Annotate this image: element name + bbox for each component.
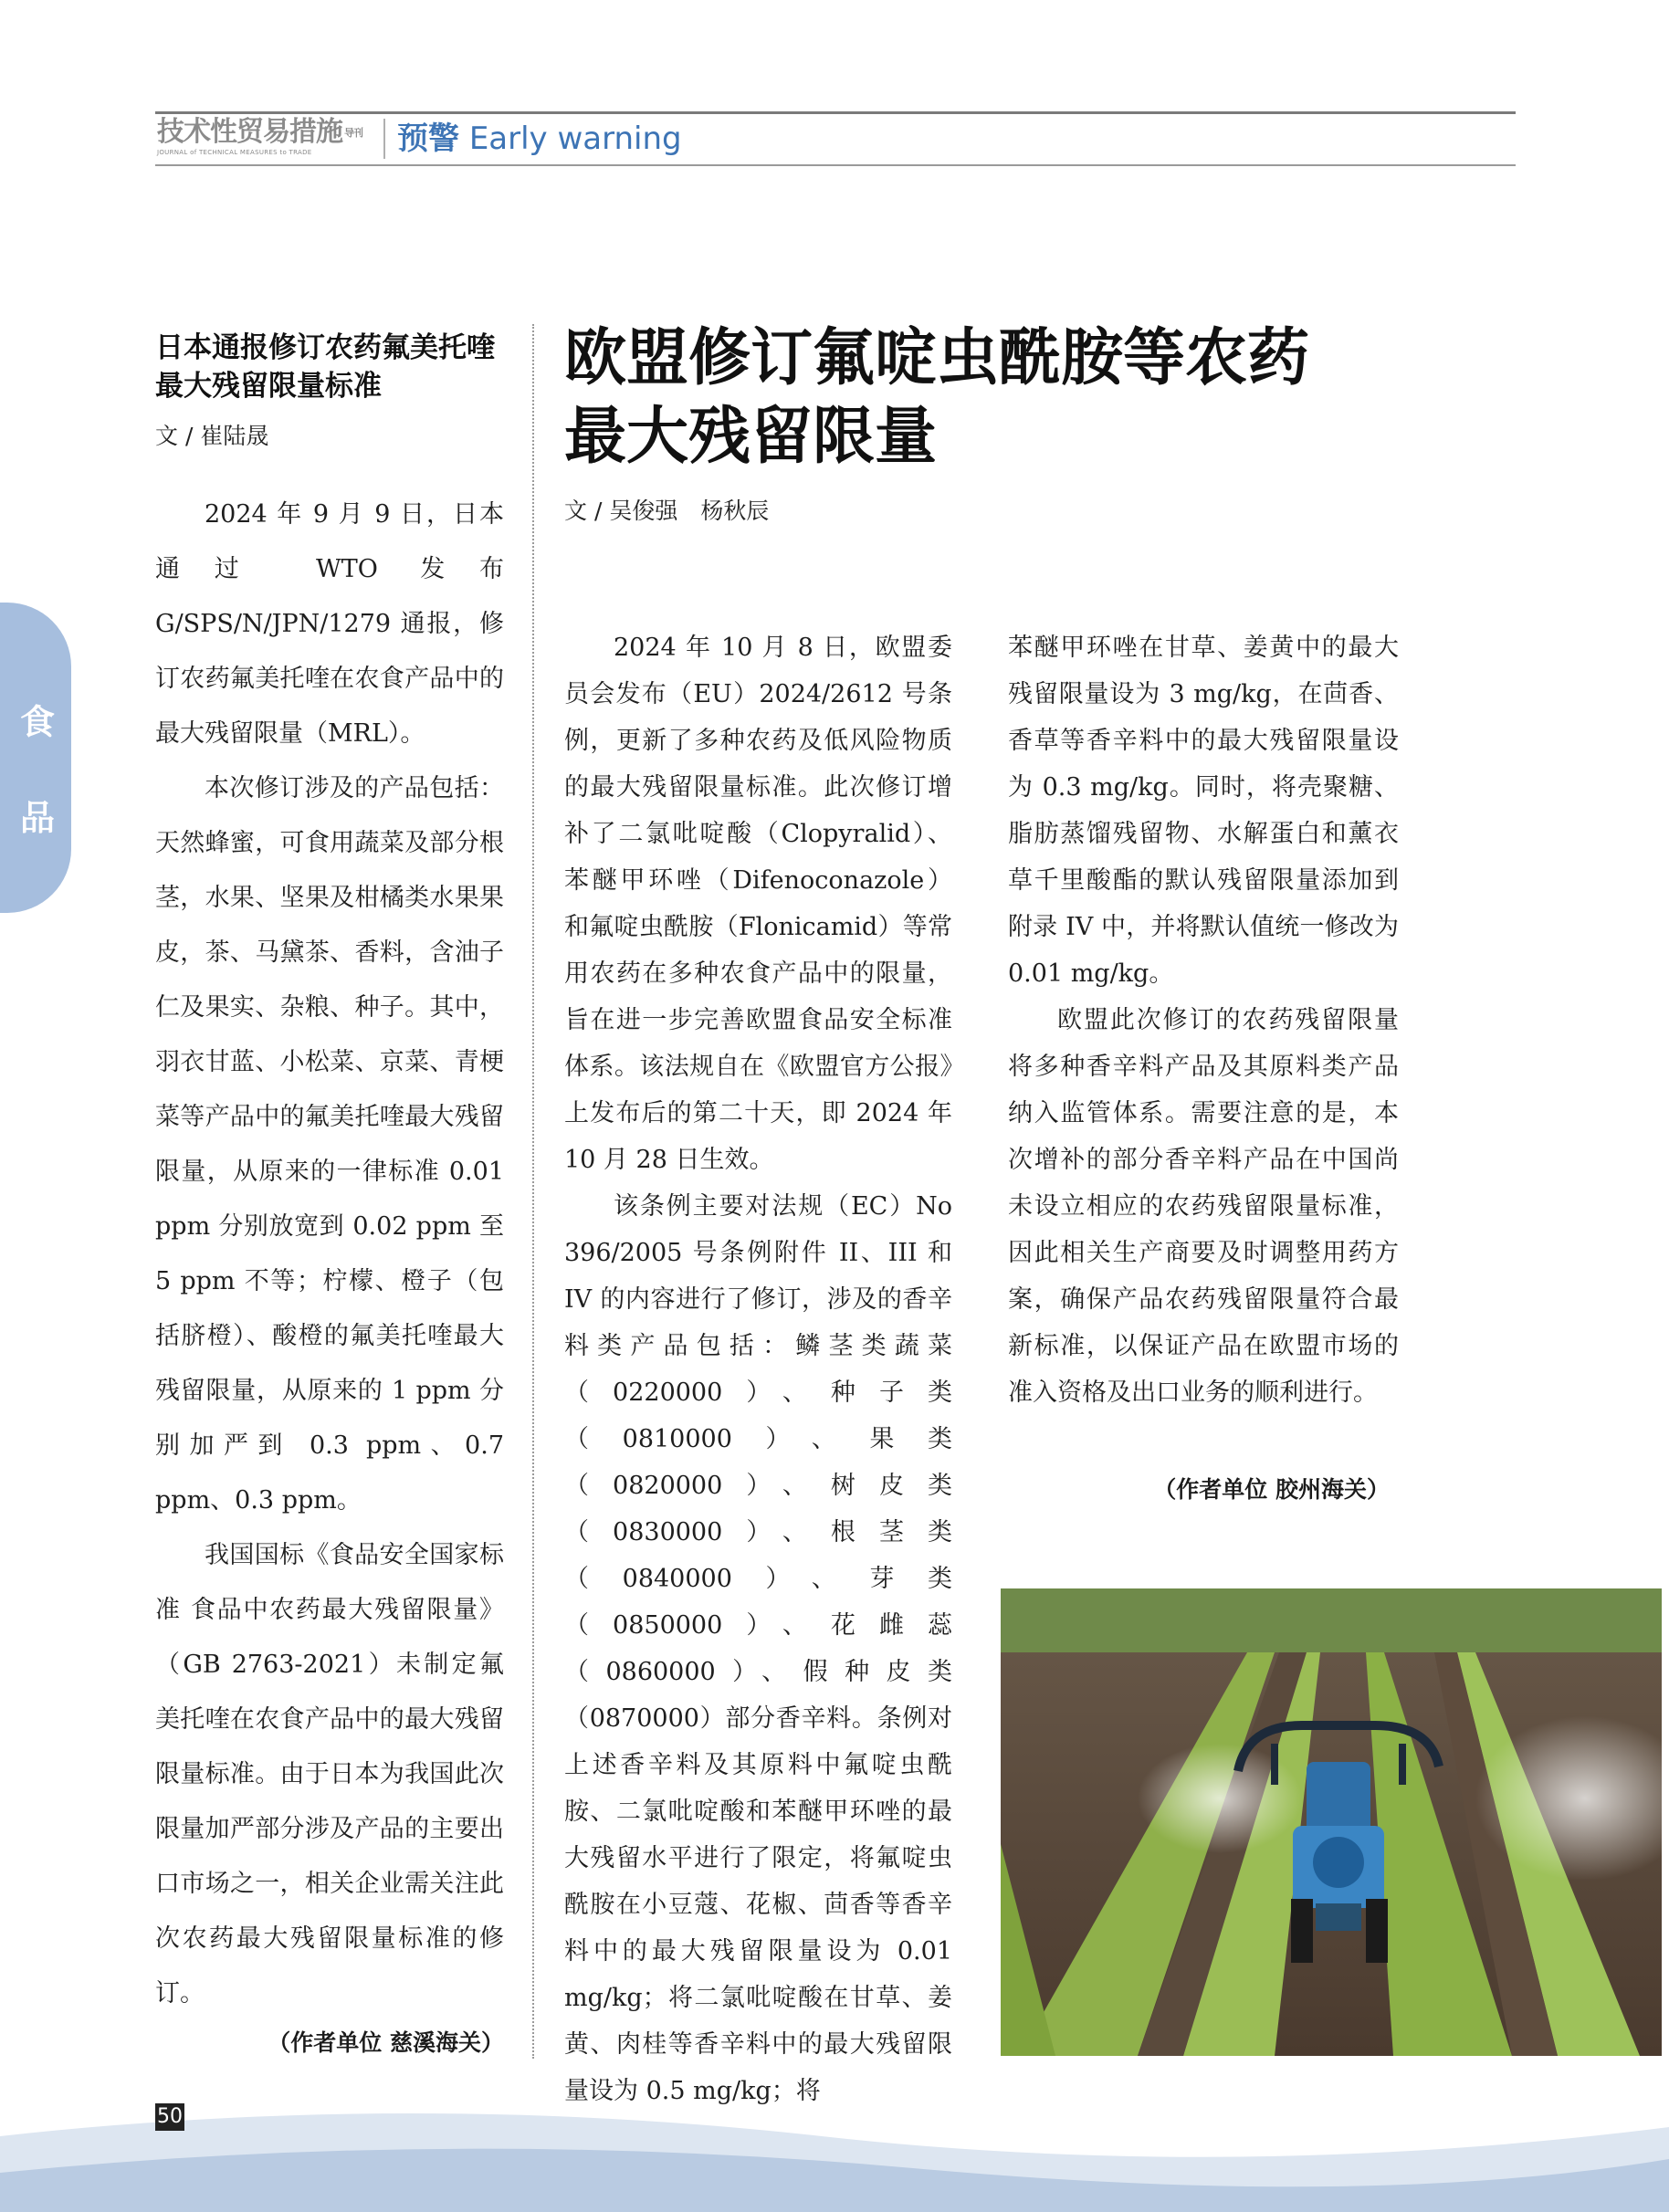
main-title-line-1: 欧盟修订氟啶虫酰胺等农药 [564,322,1310,394]
column-divider [532,324,534,2059]
category-side-tab [0,603,71,913]
main-article-column-2 [1008,624,1399,1416]
left-paragraph-2: 本次修订涉及的产品包括：天然蜂蜜，可食用蔬菜及部分根茎，水果、坚果及柑橘类水果果皮，茶、马黛茶、香料，含油子仁及果实、杂粮、种子。其中，羽衣甘蓝、小松菜、京菜、青梗菜等产品中的氟美托喹最大残留限量，从原来的一律标准 0.01 ppm 分别放宽到 0.02 ppm 至 5 ppm 不等；柠檬、橙子（包括脐橙）、酸橙的氟美托喹最大残留限量，从原来的 1 ppm 分别加严到 0.3 ppm、0.7 ppm、0.3 ppm。 [155,774,504,1515]
main-paragraph-2-continued: 苯醚甲环唑在甘草、姜黄中的最大残留限量设为 3 mg/kg，在茴香、香草等香辛料中的最大残留限量设为 0.3 mg/kg。同时，将壳聚糖、脂肪蒸馏残留物、水解蛋白和薰衣草千里酸酯的默认残留限量添加到附录 IV 中，并将默认值统一修改为 0.01 mg/kg。 [1008,634,1399,988]
left-paragraph-1: 2024 年 9 月 9 日，日本通过 WTO 发布 G/SPS/N/JPN/1279 通报，修订农药氟美托喹在农食产品中的最大残留限量（MRL）。 [155,500,504,748]
header-rule-top [155,111,1516,114]
side-tab-char-1: 食 [19,702,55,742]
vineyard-sprayer-photo [1001,1588,1662,2056]
left-article-byline: 文 / 崔陆晟 [155,423,269,449]
section-heading-en: Early warning [468,121,682,157]
left-author-unit: （作者单位 慈溪海关） [268,2029,504,2056]
section-heading [397,119,682,159]
main-paragraph-3: 欧盟此次修订的农药残留限量将多种香辛料产品及其原料类产品纳入监管体系。需要注意的是，本次增补的部分香辛料产品在中国尚未设立相应的农药残留限量标准，因此相关生产商要及时调整用药方案，确保产品农药残留限量符合最新标准，以保证产品在欧盟市场的准入资格及出口业务的顺利进行。 [1008,1006,1399,1407]
journal-badge: 导刊 [344,126,362,139]
header-separator [383,119,385,159]
main-article-title [564,320,1532,477]
main-paragraph-1: 2024 年 10 月 8 日，欧盟委员会发布（EU）2024/2612 号条例，更新了多种农药及低风险物质的最大残留限量标准。此次修订增补了二氯吡啶酸（Clopyralid）、苯醚甲环唑（Difenoconazole）和氟啶虫酰胺（Flonicamid）等常用农药在多种农食产品中的限量，旨在进一步完善欧盟食品安全标准体系。该法规自在《欧盟官方公报》上发布后的第二十天，即 2024 年 10 月 28 日生效。 [564,634,952,1174]
left-article-title: 日本通报修订农药氟美托喹最大残留限量标准 [155,331,495,403]
journal-name: 技术性贸易措施 [157,116,342,148]
journal-english-name: JOURNAL of TECHNICAL MEASURES to TRADE [157,148,312,156]
side-tab-char-2: 品 [19,798,55,838]
main-author-unit: （作者单位 胶州海关） [1153,1476,1390,1503]
footer-wave-decoration [0,2072,1669,2212]
header-rule-bottom [155,164,1516,166]
section-heading-zh: 预警 [397,121,459,157]
main-article-byline: 文 / 吴俊强 杨秋辰 [564,498,770,524]
page-number: 50 [155,2103,184,2131]
main-title-line-2: 最大残留限量 [564,401,938,473]
journal-logo [157,117,376,162]
main-article-column-1 [564,624,952,2114]
main-paragraph-2: 该条例主要对法规（EC）No 396/2005 号条例附件 II、III 和 IV 的内容进行了修订，涉及的香辛料类产品包括：鳞茎类蔬菜（0220000）、种子类（0810000）、果类（0820000）、树皮类（0830000）、根茎类（0840000）、芽类（0850000）、花雌蕊（0860000）、假种皮类（0870000）部分香辛料。条例对上述香辛料及其原料中氟啶虫酰胺、二氯吡啶酸和苯醚甲环唑的最大残留水平进行了限定，将氟啶虫酰胺在小豆蔻、花椒、茴香等香辛料中的最大残留限量设为 0.01 mg/kg；将二氯吡啶酸在甘草、姜黄、肉桂等香辛料中的最大残留限量设为 0.5 mg/kg；将 [564,1192,952,2105]
left-paragraph-3: 我国国标《食品安全国家标准 食品中农药最大残留限量》（GB 2763-2021）未制定氟美托喹在农食产品中的最大残留限量标准。由于日本为我国此次限量加严部分涉及产品的主要出口市场之一，相关企业需关注此次农药最大残留限量标准的修订。 [155,1541,504,2008]
left-article-body [155,487,504,2021]
